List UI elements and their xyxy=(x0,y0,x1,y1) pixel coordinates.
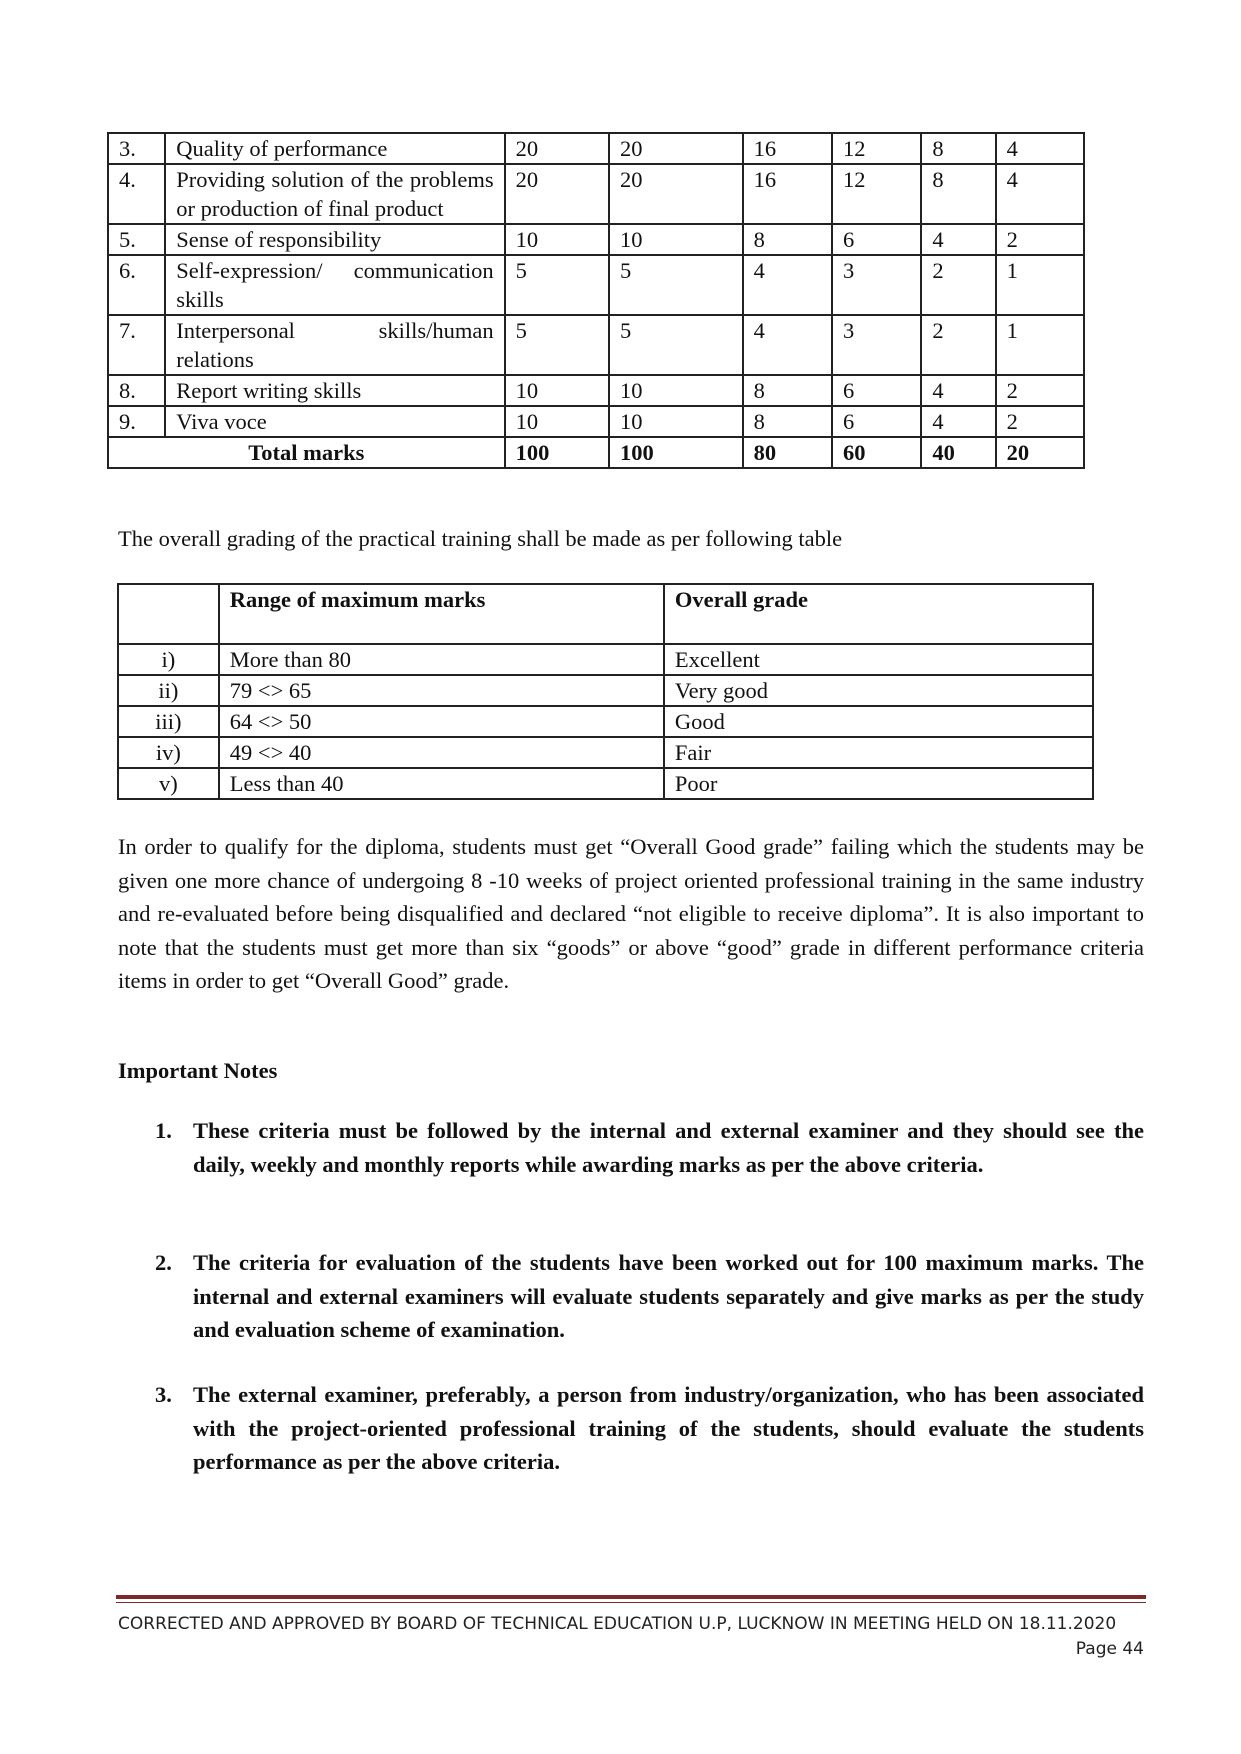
grade-table-body xyxy=(118,584,1093,799)
footer-text: CORRECTED AND APPROVED BY BOARD OF TECHNICAL EDUCATION U.P, LUCKNOW IN MEETING HELD ON 18.11.2020 xyxy=(118,1614,1117,1634)
marks-cell: 4 xyxy=(996,164,1084,224)
grade-row xyxy=(118,768,1093,799)
grade-header-cell: Overall grade xyxy=(664,584,1093,644)
marks-cell: 2 xyxy=(996,406,1084,437)
criteria-row xyxy=(108,133,1084,164)
criteria-row xyxy=(108,375,1084,406)
note-text: The external examiner, preferably, a person from industry/organization, who has been associated with the project-oriented professional training of the students, should evaluate the students performance as per the above criteria. xyxy=(193,1382,1144,1474)
marks-cell: 12 xyxy=(832,133,921,164)
grade-header-row xyxy=(118,584,1093,644)
criteria-row xyxy=(108,255,1084,315)
marks-cell: 12 xyxy=(832,164,921,224)
note-text: The criteria for evaluation of the students have been worked out for 100 maximum marks. The internal and external examiners will evaluate students separately and give marks as per the study and evaluation scheme of examination. xyxy=(193,1250,1144,1342)
marks-cell: 6 xyxy=(832,375,921,406)
grade-row xyxy=(118,706,1093,737)
criteria-name: Providing solution of the problems or production of final product xyxy=(165,164,504,224)
total-marks-cell: 80 xyxy=(743,437,832,468)
total-marks-cell: 100 xyxy=(609,437,743,468)
marks-cell: 20 xyxy=(505,164,609,224)
grade-label: Fair xyxy=(664,737,1093,768)
criteria-number: 6. xyxy=(108,255,165,315)
marks-cell: 20 xyxy=(505,133,609,164)
marks-cell: 5 xyxy=(609,255,743,315)
marks-cell: 4 xyxy=(921,224,995,255)
grade-header-cell: Range of maximum marks xyxy=(219,584,664,644)
criteria-name: Self-expression/ communication skills xyxy=(165,255,504,315)
marks-cell: 6 xyxy=(832,406,921,437)
total-marks-row xyxy=(108,437,1084,468)
grade-row-number: iv) xyxy=(118,737,219,768)
marks-cell: 6 xyxy=(832,224,921,255)
grade-row xyxy=(118,675,1093,706)
note-item xyxy=(155,1246,1144,1347)
criteria-marks-table xyxy=(107,132,1085,469)
marks-cell: 8 xyxy=(743,406,832,437)
marks-range: 79 <> 65 xyxy=(219,675,664,706)
marks-cell: 10 xyxy=(609,375,743,406)
note-number: 1. xyxy=(155,1118,172,1143)
grade-row-number: v) xyxy=(118,768,219,799)
marks-cell: 3 xyxy=(832,255,921,315)
grade-label: Good xyxy=(664,706,1093,737)
grading-intro-text: The overall grading of the practical training shall be made as per following table xyxy=(118,526,843,551)
note-text: These criteria must be followed by the internal and external examiner and they should see the daily, weekly and monthly reports while awarding marks as per the above criteria. xyxy=(193,1118,1144,1177)
criteria-name: Interpersonal skills/human relations xyxy=(165,315,504,375)
marks-cell: 16 xyxy=(743,133,832,164)
marks-cell: 8 xyxy=(921,133,995,164)
marks-cell: 4 xyxy=(921,406,995,437)
grade-row-number: iii) xyxy=(118,706,219,737)
grade-row-number: ii) xyxy=(118,675,219,706)
marks-range: 64 <> 50 xyxy=(219,706,664,737)
marks-cell: 1 xyxy=(996,255,1084,315)
grade-row xyxy=(118,737,1093,768)
marks-cell: 20 xyxy=(609,164,743,224)
criteria-row xyxy=(108,315,1084,375)
criteria-row xyxy=(108,224,1084,255)
criteria-table-body xyxy=(108,133,1084,468)
marks-cell: 10 xyxy=(609,406,743,437)
total-marks-cell: 20 xyxy=(996,437,1084,468)
marks-cell: 16 xyxy=(743,164,832,224)
marks-range: More than 80 xyxy=(219,644,664,675)
grade-label: Excellent xyxy=(664,644,1093,675)
qualification-paragraph: In order to qualify for the diploma, students must get “Overall Good grade” failing which the students may be given one more chance of undergoing 8 -10 weeks of project oriented professional training in the same industry and re-evaluated before being disqualified and declared “not eligible to receive diploma”. It is also important to note that the students must get more than six “goods” or above “good” grade in different performance criteria items in order to get “Overall Good” grade. xyxy=(118,834,1144,993)
footer-rule-thin xyxy=(116,1602,1146,1603)
marks-cell: 10 xyxy=(505,224,609,255)
marks-cell: 10 xyxy=(609,224,743,255)
criteria-name: Report writing skills xyxy=(165,375,504,406)
marks-cell: 4 xyxy=(996,133,1084,164)
criteria-name: Quality of performance xyxy=(165,133,504,164)
marks-cell: 2 xyxy=(996,224,1084,255)
marks-range: 49 <> 40 xyxy=(219,737,664,768)
grade-label: Very good xyxy=(664,675,1093,706)
total-marks-cell: 40 xyxy=(921,437,995,468)
marks-cell: 5 xyxy=(505,255,609,315)
important-notes-heading: Important Notes xyxy=(118,1058,278,1083)
criteria-name: Sense of responsibility xyxy=(165,224,504,255)
note-item xyxy=(155,1114,1144,1181)
marks-range: Less than 40 xyxy=(219,768,664,799)
criteria-number: 7. xyxy=(108,315,165,375)
marks-cell: 1 xyxy=(996,315,1084,375)
marks-cell: 2 xyxy=(996,375,1084,406)
marks-cell: 20 xyxy=(609,133,743,164)
marks-cell: 2 xyxy=(921,315,995,375)
criteria-number: 4. xyxy=(108,164,165,224)
page-number: Page 44 xyxy=(1075,1639,1144,1659)
marks-cell: 3 xyxy=(832,315,921,375)
page-footer xyxy=(118,1612,1144,1659)
note-item xyxy=(155,1378,1144,1479)
marks-cell: 8 xyxy=(743,224,832,255)
total-marks-label: Total marks xyxy=(108,437,505,468)
grade-row-number: i) xyxy=(118,644,219,675)
overall-grade-table xyxy=(117,583,1094,800)
note-number: 3. xyxy=(155,1382,172,1407)
criteria-number: 9. xyxy=(108,406,165,437)
criteria-number: 8. xyxy=(108,375,165,406)
criteria-number: 5. xyxy=(108,224,165,255)
marks-cell: 8 xyxy=(743,375,832,406)
marks-cell: 8 xyxy=(921,164,995,224)
criteria-name: Viva voce xyxy=(165,406,504,437)
marks-cell: 5 xyxy=(505,315,609,375)
note-number: 2. xyxy=(155,1250,172,1275)
marks-cell: 4 xyxy=(743,315,832,375)
marks-cell: 4 xyxy=(921,375,995,406)
criteria-row xyxy=(108,406,1084,437)
marks-cell: 10 xyxy=(505,406,609,437)
marks-cell: 4 xyxy=(743,255,832,315)
marks-cell: 5 xyxy=(609,315,743,375)
marks-cell: 10 xyxy=(505,375,609,406)
criteria-row xyxy=(108,164,1084,224)
total-marks-cell: 60 xyxy=(832,437,921,468)
grade-row xyxy=(118,644,1093,675)
marks-cell: 2 xyxy=(921,255,995,315)
grade-label: Poor xyxy=(664,768,1093,799)
criteria-number: 3. xyxy=(108,133,165,164)
footer-rule xyxy=(116,1595,1146,1599)
total-marks-cell: 100 xyxy=(505,437,609,468)
grade-header-cell xyxy=(118,584,219,644)
